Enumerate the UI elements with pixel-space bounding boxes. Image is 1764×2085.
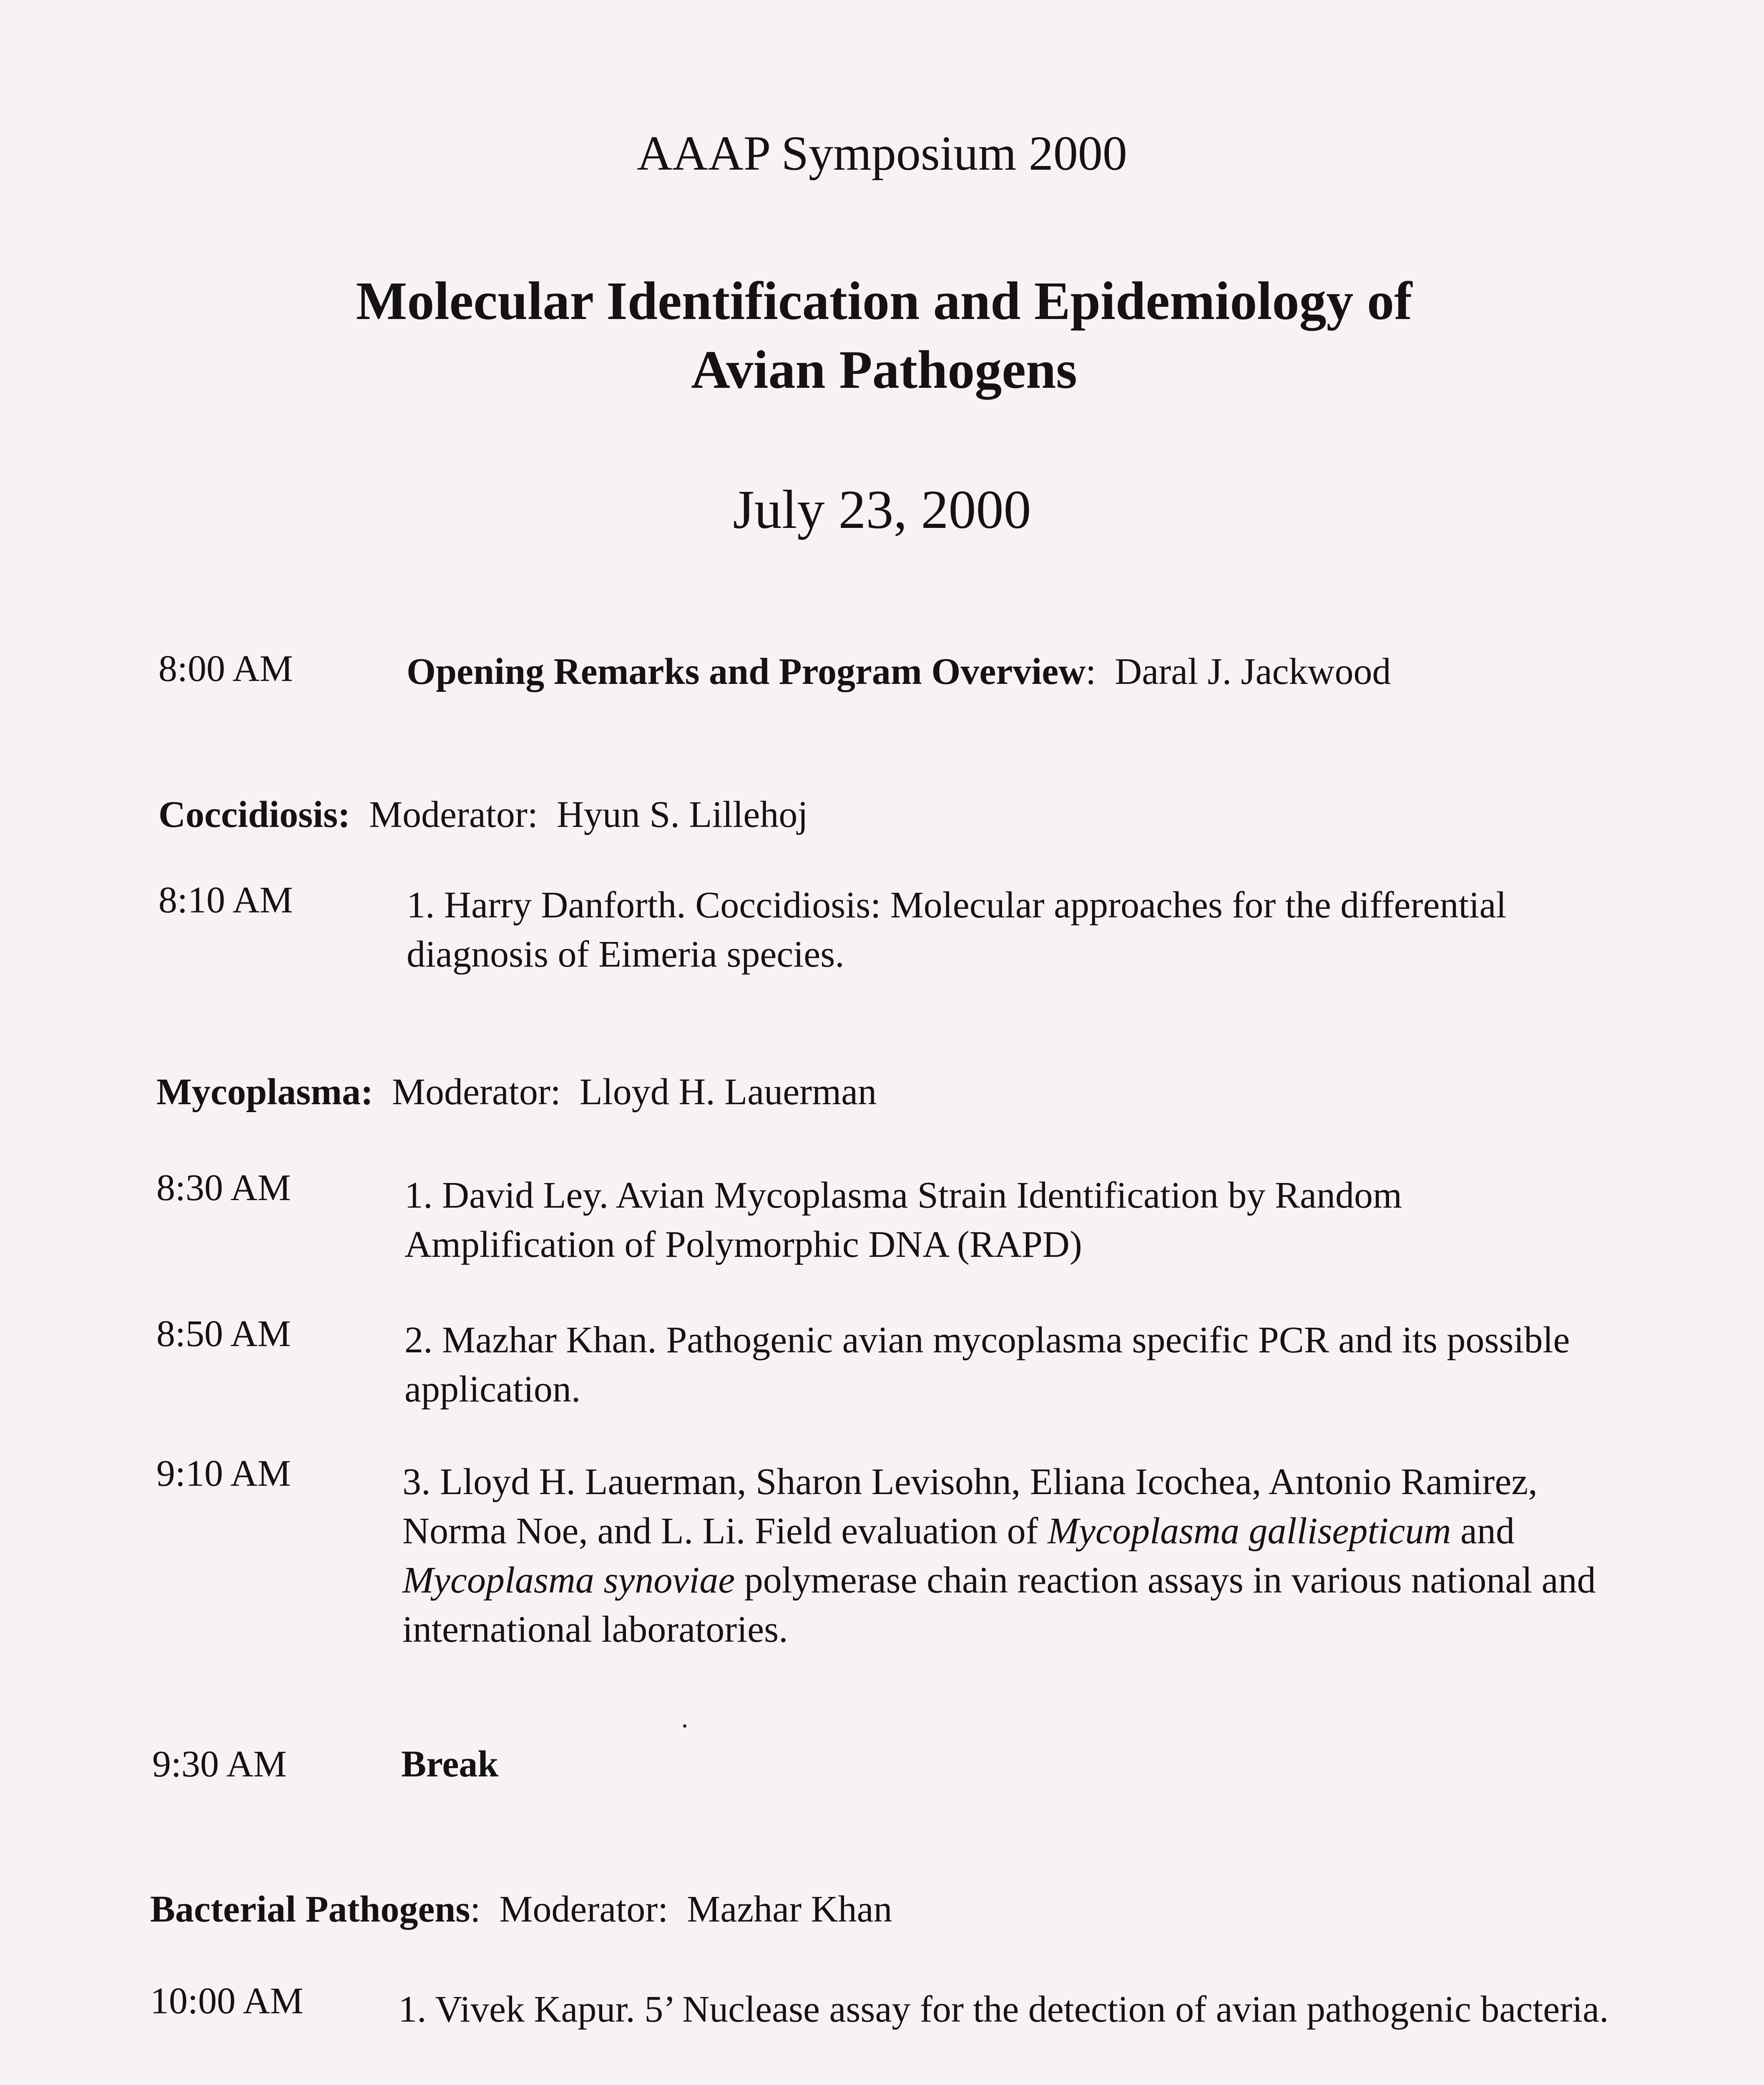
program-title-line2: Avian Pathogens [691,340,1077,400]
talk-text: 3. Lloyd H. Lauerman, Sharon Levisohn, Eliana Icochea, Antonio Ramirez, Norma Noe, and L. Li. Field evaluation of [402,1461,1538,1552]
break-time: 9:30 AM [152,1743,287,1785]
moderator-label: Moderator: [392,1071,561,1113]
talk-time: 8:30 AM [156,1167,291,1208]
opening-colon: : [1086,651,1096,692]
moderator-name: Hyun S. Lillehoj [556,794,808,835]
talk-text: polymerase chain reaction assays in various national and international laboratories. [402,1560,1596,1650]
scan-speck [683,1724,686,1728]
talk-description: 1. David Ley. Avian Mycoplasma Strain Identification by Random Amplification of Polymorphic DNA (RAPD) [405,1175,1402,1265]
section-title: Bacterial Pathogens [150,1889,470,1930]
talk-time: 8:50 AM [156,1313,291,1354]
talk-description: 1. Harry Danforth. Coccidiosis: Molecular approaches for the differential diagnosis of Eimeria species. [407,884,1507,975]
talk-time: 9:10 AM [156,1453,291,1494]
section-title: Coccidiosis: [158,794,350,835]
talk-time: 8:10 AM [158,879,293,921]
moderator-label: Moderator: [369,794,538,835]
species-name: Mycoplasma gallisepticum [1048,1510,1451,1552]
opening-time: 8:00 AM [158,648,293,689]
section-bacterial-pathogens [150,1885,892,1934]
opening-label: Opening Remarks and Program Overview [407,651,1086,692]
talk-description: 2. Mazhar Khan. Pathogenic avian mycoplasma specific PCR and its possible application. [405,1319,1570,1410]
talk-time: 10:00 AM [150,1980,304,2022]
program-title-line1: Molecular Identification and Epidemiology of [356,271,1412,331]
talk-text: and [1451,1510,1515,1552]
moderator-name: Mazhar Khan [687,1889,892,1930]
section-title: Mycoplasma: [156,1071,373,1113]
break-label: Break [401,1743,499,1785]
opening-entry [407,647,1391,696]
section-colon: : [470,1889,481,1930]
species-name: Mycoplasma synoviae [402,1560,735,1601]
program-title [158,267,1610,404]
symposium-title: AAAP Symposium 2000 [637,126,1127,181]
talk-description [402,1457,1649,1654]
section-coccidiosis [158,790,808,839]
opening-speaker: Daral J. Jackwood [1115,651,1391,692]
section-mycoplasma [156,1068,877,1117]
moderator-name: Lloyd H. Lauerman [579,1071,877,1113]
talk-description: 1. Vivek Kapur. 5’ Nuclease assay for the detection of avian pathogenic bacteria. [398,1989,1609,2030]
event-date: July 23, 2000 [733,479,1031,540]
moderator-label: Moderator: [499,1889,668,1930]
